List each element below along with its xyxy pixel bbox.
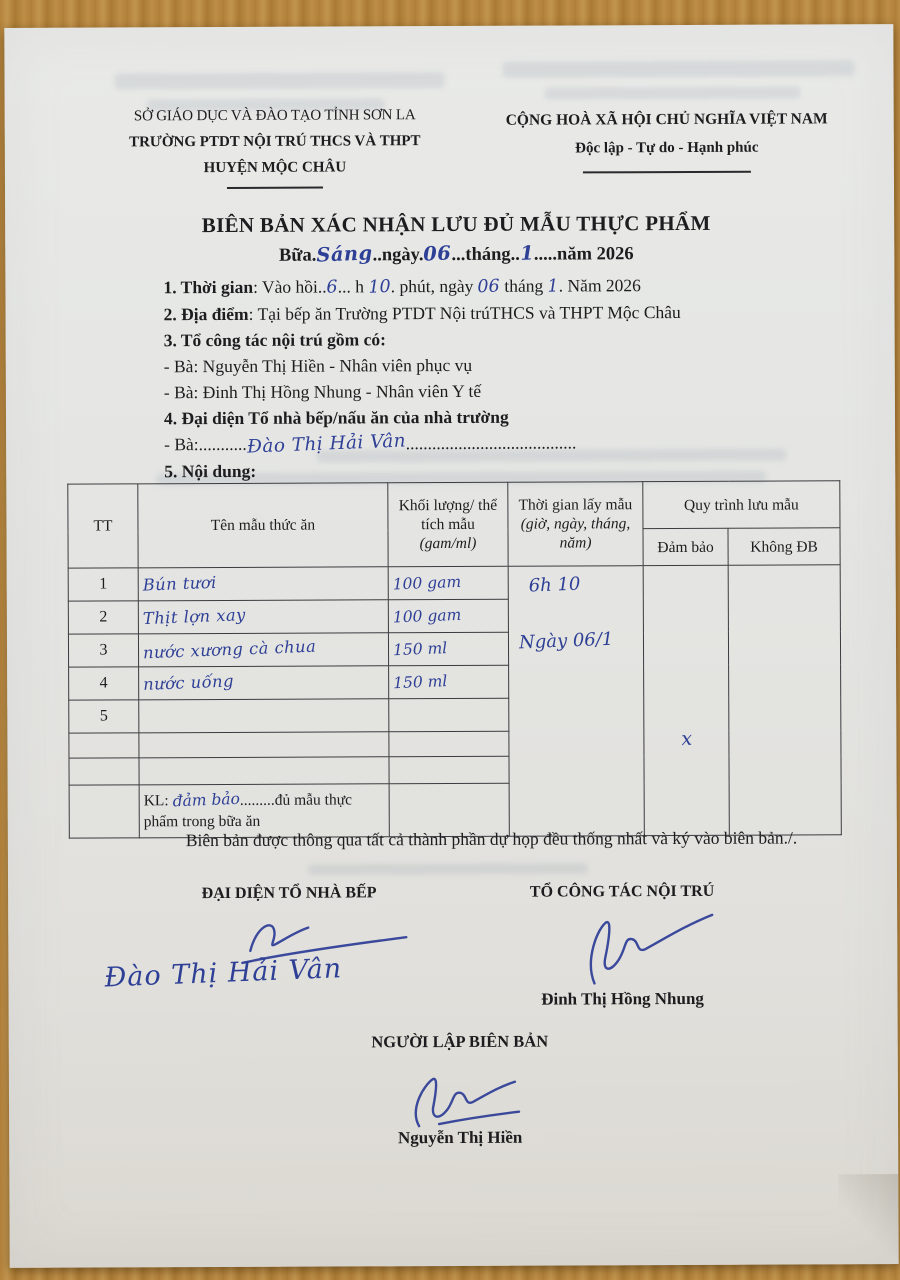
item-team-label: 3. Tổ công tác nội trú gồm có:: [163, 329, 387, 351]
col-header-tt: TT: [68, 484, 138, 568]
ok-column-cell: [643, 565, 729, 835]
sample-qty: [388, 632, 508, 666]
handwritten-kl: đảm bảo: [172, 789, 241, 811]
item-time-text: . phút, ngày: [390, 275, 478, 297]
org-underline: [227, 187, 323, 189]
record-maker-title: NGƯỜI LẬP BIÊN BẢN: [371, 1031, 549, 1052]
qty-header-unit: (gam/ml): [419, 534, 477, 553]
sample-qty: [389, 665, 509, 699]
handwritten-sample-qty: 150 ml: [392, 671, 448, 692]
org-department: SỞ GIÁO DỤC VÀ ĐÀO TẠO TỈNH SƠN LA: [133, 107, 416, 125]
handwritten-sample-qty: 100 gam: [392, 572, 462, 593]
bleedthrough-smudge: [502, 60, 854, 78]
kl-dots: .........: [239, 791, 275, 809]
col-header-qty: [388, 482, 508, 567]
qty-header-main: Khối lượng/ thể tích mẫu: [398, 496, 498, 534]
col-header-not-ok: Không ĐB: [728, 528, 840, 565]
subtitle-text: .....năm 2026: [533, 244, 634, 265]
boarding-team-signature-stroke: [574, 907, 724, 992]
record-maker-signature-stroke: [405, 1062, 535, 1137]
bleedthrough-smudge: [114, 72, 444, 89]
document-paper: [4, 24, 898, 1268]
col-header-process: Quy trình lưu mẫu: [643, 481, 840, 529]
subtitle-text: ...tháng..: [451, 244, 520, 265]
rep-line-text: .......................................: [405, 432, 577, 454]
handwritten-sample-name: nước xương cà chua: [142, 636, 317, 663]
national-motto-block: [467, 104, 867, 174]
item-location-text: : Tại bếp ăn Trường PTDT Nội trúTHCS và THPT Mộc Châu: [248, 301, 681, 324]
subtitle-text: Bữa.: [278, 245, 317, 266]
sample-name: [139, 666, 389, 700]
sample-name: [138, 600, 388, 634]
row-index: 4: [69, 667, 139, 700]
item-location: [163, 298, 853, 327]
org-district: HUYỆN MỘC CHÂU: [203, 159, 347, 177]
sample-time-cell: [508, 566, 644, 837]
handwritten-sample-qty: 150 ml: [392, 638, 448, 659]
kl-suffix: đủ mẫu thực phẩm trong bữa ăn: [143, 791, 353, 831]
sample-name: [138, 633, 388, 667]
closing-paragraph: Biên bản được thông qua tất cả thành phần dự họp đều thống nhất và ký vào biên bản./.: [185, 827, 798, 851]
handwritten-rep-name: Đào Thị Hải Vân: [246, 430, 407, 458]
sample-name: [139, 699, 389, 733]
document-title: BIÊN BẢN XÁC NHẬN LƯU ĐỦ MẪU THỰC PHẨM: [201, 210, 711, 238]
subtitle-text: ..ngày.: [372, 245, 424, 266]
empty-cell: [69, 758, 139, 785]
item-content-label: 5. Nội dung:: [164, 460, 257, 482]
food-sample-table: [67, 480, 842, 838]
not-ok-column-cell: [728, 565, 841, 835]
bleedthrough-smudge: [545, 86, 801, 99]
rep-line-text: - Bà:...........: [164, 433, 247, 455]
bleedthrough-smudge: [308, 863, 588, 874]
row-index: 3: [68, 634, 138, 667]
kitchen-rep-name-line: [164, 428, 854, 458]
handwritten-sample-date: Ngày 06/1: [518, 628, 614, 654]
sample-name: [138, 567, 388, 601]
handwritten-sample-name: Bún tươi: [142, 572, 218, 595]
paper-fold: [838, 1174, 898, 1264]
kl-prefix: KL:: [143, 792, 173, 810]
item-time-text: ... h: [337, 276, 369, 297]
handwritten-meal: Sáng: [315, 241, 374, 267]
body-list: [163, 271, 854, 484]
boarding-team-member-name: Đinh Thị Hồng Nhung: [541, 988, 704, 1009]
time-header-main: Thời gian lấy mẫu: [518, 496, 633, 514]
org-school: TRƯỜNG PTDT NỘI TRÚ THCS VÀ THPT: [129, 133, 421, 151]
issuing-org-block: [71, 102, 479, 190]
table-row: [68, 565, 840, 601]
item-time: [163, 271, 853, 301]
sample-qty: [388, 566, 508, 600]
item-kitchen-rep: [164, 402, 854, 431]
handwritten-month: 1: [547, 276, 560, 297]
handwritten-day: 06: [477, 276, 501, 298]
empty-cell: [139, 732, 389, 758]
sample-qty: [389, 698, 509, 732]
handwritten-hour: 6: [326, 277, 339, 298]
boarding-team-signature-title: TỔ CÔNG TÁC NỘI TRÚ: [529, 882, 715, 901]
kitchen-rep-handwritten-name: Đào Thị Hải Vân: [103, 953, 343, 994]
country-title: CỘNG HOÀ XÃ HỘI CHỦ NGHĨA VIỆT NAM: [505, 110, 828, 129]
item-kitchen-rep-label: 4. Đại diện Tổ nhà bếp/nấu ăn của nhà trường: [163, 406, 509, 429]
sample-qty: [388, 599, 508, 633]
handwritten-month: 1: [519, 241, 535, 265]
empty-cell: [139, 757, 389, 785]
handwritten-sample-time: 6h 10: [528, 573, 581, 597]
document-subtitle: [61, 240, 851, 267]
item-team: [164, 324, 854, 353]
handwritten-sample-name: Thịt lợn xay: [142, 605, 247, 629]
handwritten-day: 06: [423, 241, 452, 266]
item-time-text: . Năm 2026: [558, 275, 641, 296]
col-header-name: Tên mẫu thức ăn: [138, 483, 388, 568]
kitchen-rep-signature-title: ĐẠI DIỆN TỔ NHÀ BẾP: [201, 884, 377, 903]
empty-cell: [69, 733, 139, 758]
motto-underline: [583, 171, 751, 174]
title-block: [61, 210, 851, 267]
item-time-text: : Vào hồi..: [253, 276, 327, 297]
row-index: 5: [69, 700, 139, 733]
team-member-1: - Bà: Nguyễn Thị Hiền - Nhân viên phục vụ: [163, 354, 473, 377]
record-maker-name: Nguyễn Thị Hiền: [397, 1127, 523, 1148]
team-member-2: - Bà: Đinh Thị Hồng Nhung - Nhân viên Y tế: [163, 380, 482, 403]
item-location-label: 2. Địa điểm: [163, 303, 249, 325]
row-index: 1: [68, 568, 138, 601]
empty-cell: [389, 756, 509, 784]
handwritten-minute: 10: [368, 276, 392, 298]
motto: Độc lập - Tự do - Hạnh phúc: [575, 139, 759, 157]
handwritten-sample-name: nước uống: [142, 671, 235, 694]
handwritten-sample-qty: 100 gam: [392, 605, 462, 626]
item-time-label: 1. Thời gian: [163, 276, 254, 298]
col-header-ok: Đảm bảo: [643, 528, 728, 565]
time-header-detail: (giờ, ngày, tháng, năm): [520, 515, 631, 552]
col-header-time: [508, 482, 643, 567]
row-index: 2: [68, 601, 138, 634]
item-time-text: tháng: [499, 275, 548, 296]
handwritten-ok-mark: x: [680, 727, 693, 750]
sample-table-wrap: [67, 480, 842, 838]
empty-cell: [389, 731, 509, 757]
